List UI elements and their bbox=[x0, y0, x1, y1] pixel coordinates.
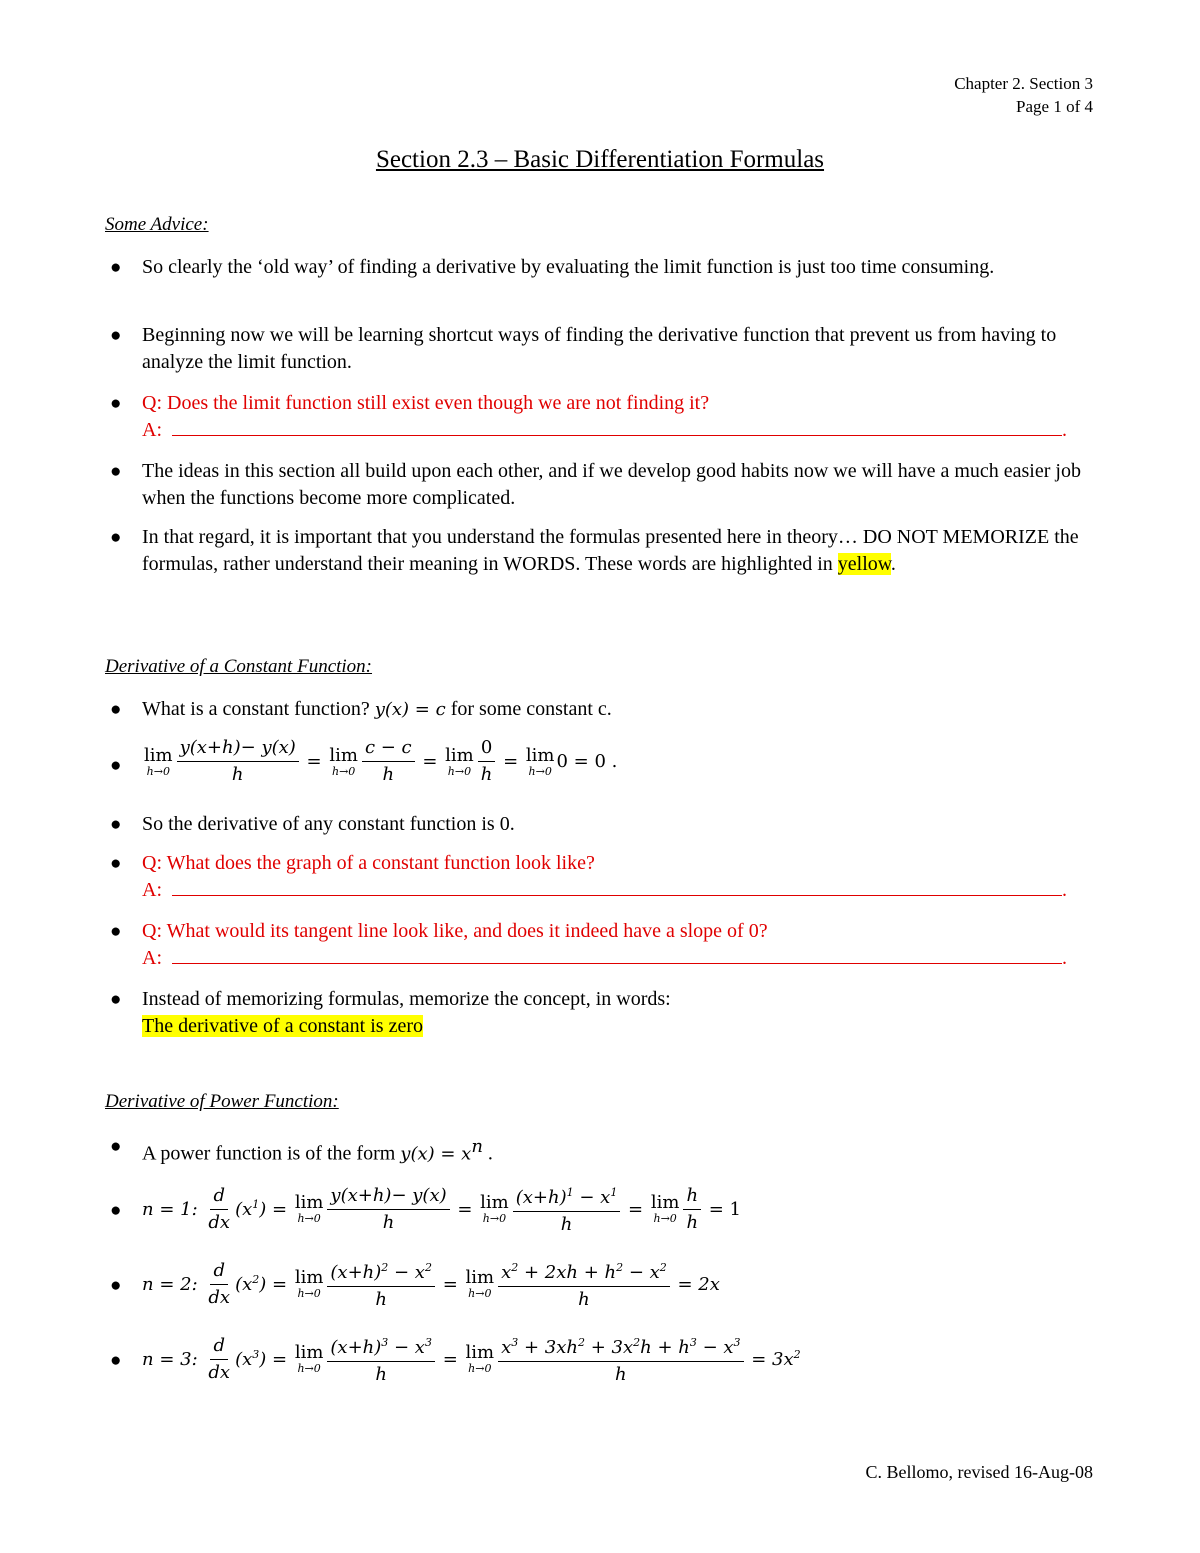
bullet-icon: ● bbox=[110, 257, 122, 278]
bullet-icon: ● bbox=[110, 853, 122, 874]
n2-label: n = 2: bbox=[142, 1273, 198, 1295]
constant-limit-formula: lim h→0 $\frac{y(x+h)- y(x)}{h}$ = lim h→0 $\frac{c - c}{h}$ = lim h→0 $\frac{0}{h}$ = lim h→0 0 = 0 . bbox=[144, 737, 618, 785]
highlight-word: yellow bbox=[837, 553, 891, 575]
question-text: Q: Does the limit function still exist even though we are not finding it? bbox=[142, 392, 710, 414]
advice-bullet-1: So clearly the ‘old way’ of finding a derivative by evaluating the limit function is just too time consuming. bbox=[142, 256, 995, 278]
bullet-icon: ● bbox=[110, 699, 122, 720]
bullet-icon: ● bbox=[110, 814, 122, 835]
advice-bullet-2: Beginning now we will be learning shortcut ways of finding the derivative function that prevent us from having to analyze the limit function. bbox=[142, 324, 1057, 373]
concept-text: Instead of memorizing formulas, memorize the concept, in words: bbox=[142, 988, 671, 1010]
n3-label: n = 3: bbox=[142, 1348, 198, 1370]
page-number: Page 1 of 4 bbox=[1016, 97, 1093, 116]
bullet-icon: ● bbox=[110, 1200, 122, 1221]
chapter-label: Chapter 2. Section 3 bbox=[954, 74, 1093, 93]
power-formula: y(x) = x bbox=[400, 1143, 472, 1165]
power-bullet-1 bbox=[142, 1133, 1097, 1168]
advice-question-1: Q: Does the limit function still exist even though we are not finding it? A: . bbox=[142, 390, 1097, 444]
advice-text: In that regard, it is important that you understand the formulas presented here in theory… DO NOT MEMORIZE the formulas, rather understand their meaning in WORDS. These words are highlighted in bbox=[142, 526, 1079, 575]
constant-text-post: for some constant c. bbox=[445, 698, 612, 720]
constant-bullet-3: So the derivative of any constant function is 0. bbox=[142, 813, 515, 835]
answer-label: A: bbox=[142, 947, 162, 969]
power-text: A power function is of the form bbox=[142, 1142, 401, 1165]
constant-question-1: Q: What does the graph of a constant function look like? A: . bbox=[142, 850, 1097, 904]
power-text-post: . bbox=[482, 1142, 493, 1165]
bullet-icon: ● bbox=[110, 921, 122, 942]
constant-formula: y(x) = c bbox=[374, 699, 446, 720]
power-n2-formula: n = 2: $\frac{d}{dx}$ $(x^2)$ = lim h→0 $\frac{(x+h)^2 - x^2}{h}$ = lim h→0 $\frac{x^2 + 2xh + h^2 - x^2}{h}$ = 2x bbox=[142, 1255, 720, 1313]
bullet-icon: ● bbox=[110, 1350, 122, 1371]
power-exponent: n bbox=[471, 1136, 483, 1157]
period: . bbox=[890, 553, 896, 575]
constant-bullet-6 bbox=[142, 986, 1097, 1040]
bullet-icon: ● bbox=[110, 1136, 122, 1157]
advice-bullet-4: The ideas in this section all build upon each other, and if we develop good habits now we will have a much easier job when the functions become more complicated. bbox=[142, 460, 1081, 509]
footer-credit: C. Bellomo, revised 16-Aug-08 bbox=[865, 1462, 1093, 1482]
constant-text: What is a constant function? bbox=[142, 698, 375, 720]
answer-blank bbox=[172, 945, 1062, 964]
answer-blank bbox=[172, 877, 1062, 896]
question-text: Q: What does the graph of a constant function look like? bbox=[142, 852, 595, 874]
advice-bullet-5 bbox=[142, 524, 1097, 578]
concept-highlight: The derivative of a constant is zero bbox=[142, 1015, 423, 1037]
power-heading: Derivative of Power Function: bbox=[105, 1091, 339, 1112]
power-n3-formula: n = 3: $\frac{d}{dx}$ $(x^3)$ = lim h→0 $\frac{(x+h)^3 - x^3}{h}$ = lim h→0 $\frac{x^3 + 3xh^2 + 3x^2h + h^3 - x^3}{h}$ = $3x^2$ bbox=[142, 1330, 801, 1388]
question-text: Q: What would its tangent line look like, and does it indeed have a slope of 0? bbox=[142, 920, 768, 942]
constant-heading: Derivative of a Constant Function: bbox=[105, 656, 373, 677]
bullet-icon: ● bbox=[110, 393, 122, 414]
bullet-icon: ● bbox=[110, 1275, 122, 1296]
answer-blank bbox=[172, 417, 1062, 436]
bullet-icon: ● bbox=[110, 755, 122, 776]
bullet-icon: ● bbox=[110, 325, 122, 346]
bullet-icon: ● bbox=[110, 527, 122, 548]
bullet-icon: ● bbox=[110, 989, 122, 1010]
answer-label: A: bbox=[142, 419, 162, 441]
constant-question-2: Q: What would its tangent line look like, and does it indeed have a slope of 0? A: . bbox=[142, 918, 1097, 972]
power-n1-formula: n = 1: $\frac{d}{dx}$ $(x^1)$ = lim h→0 $\frac{y(x+h)- y(x)}{h}$ = lim h→0 $\frac{(x+h)^1 - x^1}{h}$ = lim h→0 $\frac{h}{h}$ = 1 bbox=[142, 1180, 741, 1238]
answer-label: A: bbox=[142, 879, 162, 901]
page-title: Section 2.3 – Basic Differentiation Formulas bbox=[375, 146, 825, 173]
constant-bullet-1 bbox=[142, 696, 1097, 723]
bullet-icon: ● bbox=[110, 461, 122, 482]
advice-heading: Some Advice: bbox=[105, 214, 209, 235]
n1-label: n = 1: bbox=[142, 1198, 198, 1220]
